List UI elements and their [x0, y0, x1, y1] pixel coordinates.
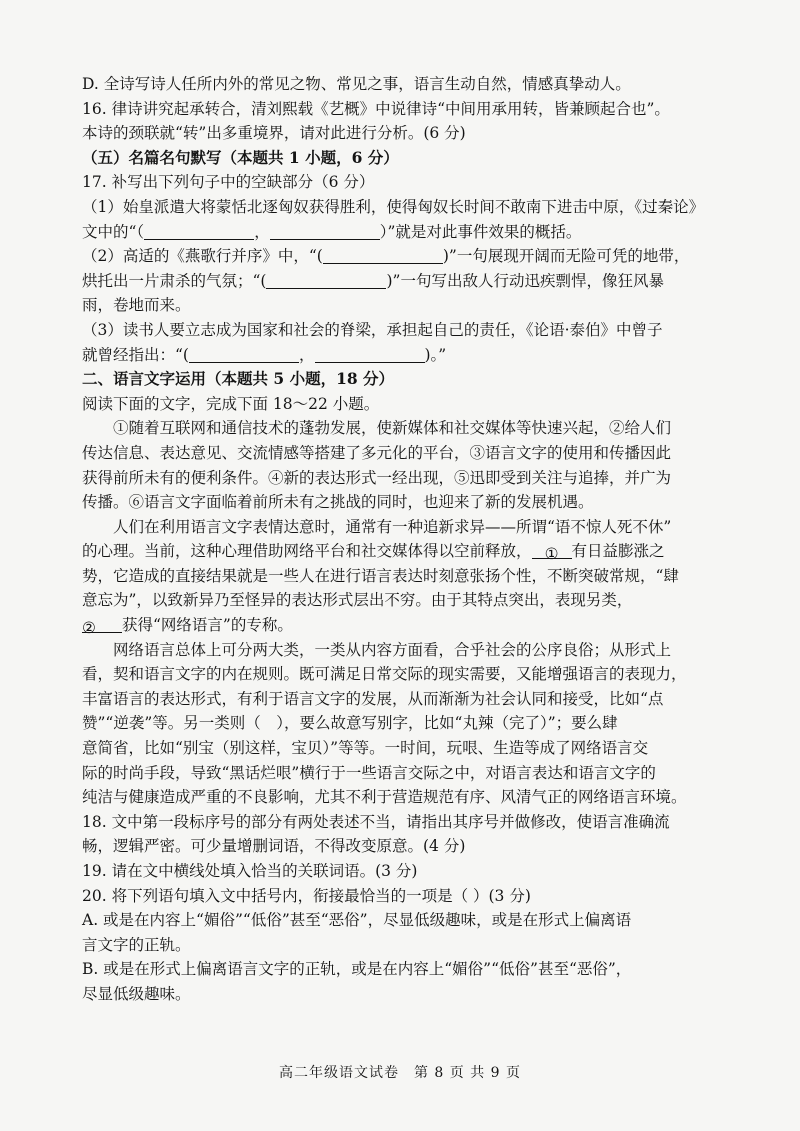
q15-option-d: D. 全诗写诗人任所内外的常见之物、常见之事，语言生动自然，情感真挚动人。: [82, 75, 631, 93]
page-content: [82, 72, 718, 1007]
text: 烘托出一片肃杀的气氛；“(: [82, 271, 267, 290]
q17-item3: （3）读书人要立志成为国家和社会的脊梁，承担起自己的责任，《论语·泰伯》中曾子: [82, 320, 663, 339]
passage-p1: 传达信息、表达意见、交流情感等搭建了多元化的平台，③语言文字的使用和传播因此: [82, 443, 672, 462]
q17-item2-cont: [82, 269, 718, 294]
section-five-heading: （五）名篇名句默写（本题共 1 小题，6 分）: [82, 147, 399, 167]
passage-p2: [82, 539, 718, 564]
passage-p3: 意简省，比如“别宝（别这样，宝贝）”等等。一时间，玩哏、生造等成了网络语言交: [82, 739, 649, 758]
passage-p3: 看，契和语言文字的内在规则。既可满足日常交际的现实需要，又能增强语言的表现力，: [82, 665, 687, 684]
passage-p2: 人们在利用语言文字表情达意时，通常有一种追新求异——所谓“语不惊人死不休”: [113, 517, 672, 536]
text: 的心理。当前，这种心理借助网络平台和社交媒体得以空前释放，: [82, 542, 532, 561]
q17-item3-cont: [82, 343, 718, 368]
q20-option-b-cont: 尽显低级趣味。: [82, 984, 191, 1003]
passage-p3: 赞”“逆袭”等。另一类则（ ），要么故意写别字，比如“丸辣（完了）”；要么肆: [82, 714, 618, 733]
fill-blank-1[interactable]: [532, 542, 572, 564]
text: ）”就是对此事件效果的概括。: [379, 222, 582, 241]
q20-option-a: A. 或是在内容上“媚俗”“低俗”甚至“恶俗”，尽显低级趣味，或是在形式上偏离语: [82, 911, 632, 930]
q17-item2: [82, 244, 718, 269]
passage-p1: ①随着互联网和通信技术的蓬勃发展，使新媒体和社交媒体等快速兴起，②给人们: [113, 419, 672, 438]
q18-stem-cont: 畅，逻辑严密。可少量增删词语，不得改变原意。(4 分): [82, 837, 466, 856]
passage-p1: 获得前所未有的便利条件。④新的表达形式一经出现，⑤迅即受到关注与追捧，并广为: [82, 468, 672, 487]
answer-blank[interactable]: [315, 346, 425, 363]
answer-blank[interactable]: [189, 346, 299, 363]
q17-item2-end: 雨，卷地而来。: [82, 296, 191, 315]
q17-item1-cont: [82, 220, 718, 245]
passage-p3: 纯洁与健康造成严重的不良影响，尤其不利于营造规范有序、风清气正的网络语言环境。: [82, 788, 687, 807]
answer-blank[interactable]: [270, 223, 380, 240]
passage-p2: 势，它造成的直接结果就是一些人在进行语言表达时刻意张扬个性，不断突破常规，“肆: [82, 566, 679, 585]
text: 有日益膨涨之: [571, 542, 665, 561]
answer-blank[interactable]: [144, 223, 254, 240]
q16-stem-cont: 本诗的颈联就“转”出多重境界，请对此进行分析。(6 分): [82, 124, 466, 143]
text: )。”: [424, 345, 447, 364]
blank-number: ①: [544, 545, 559, 564]
passage-p3: 际的时尚手段，导致“黑话烂哏”横行于一些语言交际之中，对语言表达和语言文字的: [82, 763, 656, 782]
text: 文中的“（: [82, 222, 145, 241]
passage-p3: 丰富语言的表达形式，有利于语言文字的发展，从而渐渐为社会认同和接受，比如“点: [82, 689, 664, 708]
q20-option-b: B. 或是在形式上偏离语言文字的正轨，或是在内容上“媚俗”“低俗”甚至“恶俗”，: [82, 960, 632, 979]
text: （2）高适的《燕歌行并序》中，“(: [82, 247, 323, 266]
text: ，: [298, 345, 315, 364]
text: )”一句写出敌人行动迅疾剽悍，像狂风暴: [386, 271, 664, 290]
section-two-heading: 二、语言文字运用（本题共 5 小题，18 分）: [82, 369, 395, 389]
text: )”一句展现开阔而无险可凭的地带，: [442, 247, 690, 266]
passage-p2: 意忘为”，以致新异乃至怪异的表达形式层出不穷。由于其特点突出，表现另类，: [82, 591, 633, 610]
reading-instruction: 阅读下面的文字，完成下面 18～22 小题。: [82, 394, 380, 413]
q17-stem: 17. 补写出下列句子中的空缺部分（6 分）: [82, 173, 375, 192]
text: 获得“网络语言”的专称。: [122, 616, 293, 635]
text: 就曾经指出：“(: [82, 345, 189, 364]
answer-blank[interactable]: [323, 247, 443, 264]
q18-stem: 18. 文中第一段标序号的部分有两处表述不当，请指出其序号并做修改，使语言准确流: [82, 812, 670, 831]
blank-number: ②: [82, 619, 96, 638]
text: ，: [254, 222, 270, 241]
passage-p1: 传播。⑥语言文字面临着前所未有之挑战的同时，也迎来了新的发展机遇。: [82, 493, 594, 512]
q20-option-a-cont: 言文字的正轨。: [82, 935, 191, 954]
page-footer: 高二年级语文试卷 第 8 页 共 9 页: [278, 1065, 522, 1081]
q17-item1: （1）始皇派遣大将蒙恬北逐匈奴获得胜利，使得匈奴长时间不敢南下进击中原，《过秦论》: [82, 197, 705, 216]
passage-p2: [82, 613, 718, 638]
passage-p3: 网络语言总体上可分两大类，一类从内容方面看，合乎社会的公序良俗；从形式上: [113, 640, 672, 659]
q20-stem: 20. 将下列语句填入文中括号内，衔接最恰当的一项是（ ）(3 分): [82, 886, 531, 905]
q19-stem: 19. 请在文中横线处填入恰当的关联词语。(3 分): [82, 862, 418, 880]
answer-blank[interactable]: [266, 272, 386, 289]
q16-stem: 16. 律诗讲究起承转合，清刘熙载《艺概》中说律诗“中间用承用转，皆兼顾起合也”。: [82, 99, 670, 118]
fill-blank-2[interactable]: [82, 616, 122, 638]
